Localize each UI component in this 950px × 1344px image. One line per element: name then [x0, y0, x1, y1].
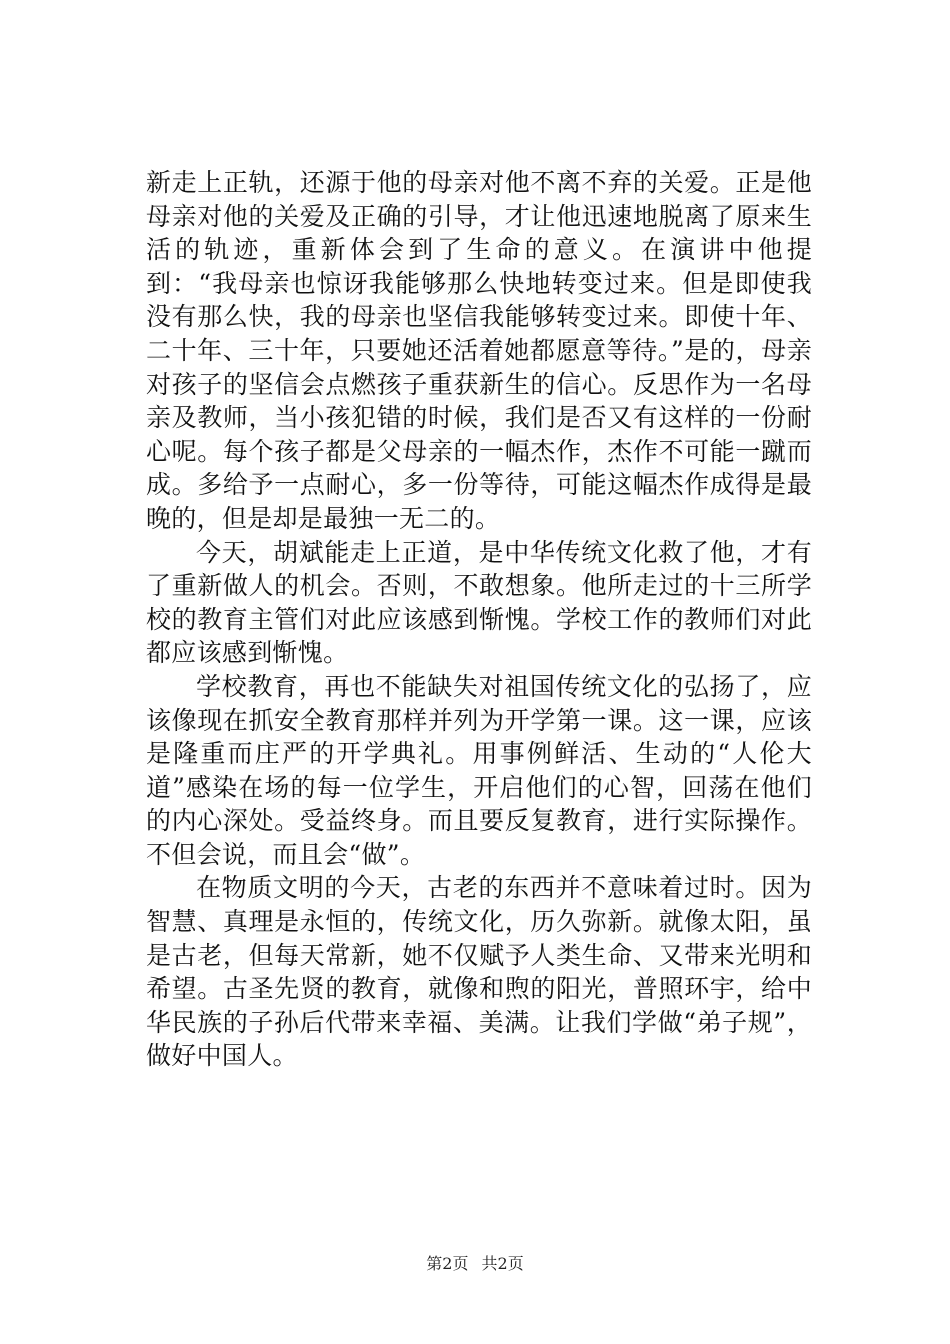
page-number: 第2页: [426, 1254, 469, 1273]
page-footer: [0, 1254, 950, 1274]
paragraph-traditional-culture: 在物质文明的今天，古老的东西并不意味着过时。因为智慧、真理是永恒的，传统文化，历久弥新。就像太阳，虽是古老，但每天常新，她不仅赋予人类生命、又带来光明和希望。古圣先贤的教育，就像和煦的阳光，普照环宇，给中华民族的子孙后代带来幸福、美满。让我们学做“弟子规”，做好中国人。: [146, 873, 812, 1071]
paragraph-hu-bin: 今天，胡斌能走上正道，是中华传统文化救了他，才有了重新做人的机会。否则，不敢想象。他所走过的十三所学校的教育主管们对此应该感到惭愧。学校工作的教师们对此都应该感到惭愧。: [146, 537, 812, 668]
paragraph-school-education: 学校教育，再也不能缺失对祖国传统文化的弘扬了，应该像现在抓安全教育那样并列为开学第一课。这一课，应该是隆重而庄严的开学典礼。用事例鲜活、生动的“人伦大道”感染在场的每一位学生，开启他们的心智，回荡在他们的内心深处。受益终身。而且要反复教育，进行实际操作。不但会说，而且会“做”。: [146, 671, 812, 869]
paragraph-continued: 新走上正轨，还源于他的母亲对他不离不弃的关爱。正是他母亲对他的关爱及正确的引导，才让他迅速地脱离了原来生活的轨迹，重新体会到了生命的意义。在演讲中他提到：“我母亲也惊讶我能够那么快地转变过来。但是即使我没有那么快，我的母亲也坚信我能够转变过来。即使十年、二十年、三十年，只要她还活着她都愿意等待。”是的，母亲对孩子的坚信会点燃孩子重获新生的信心。反思作为一名母亲及教师，当小孩犯错的时候，我们是否又有这样的一份耐心呢。每个孩子都是父母亲的一幅杰作，杰作不可能一蹴而成。多给予一点耐心，多一份等待，可能这幅杰作成得是最晚的，但是却是最独一无二的。: [146, 168, 812, 533]
document-body: [146, 166, 812, 1073]
page-total: 共2页: [481, 1254, 524, 1273]
